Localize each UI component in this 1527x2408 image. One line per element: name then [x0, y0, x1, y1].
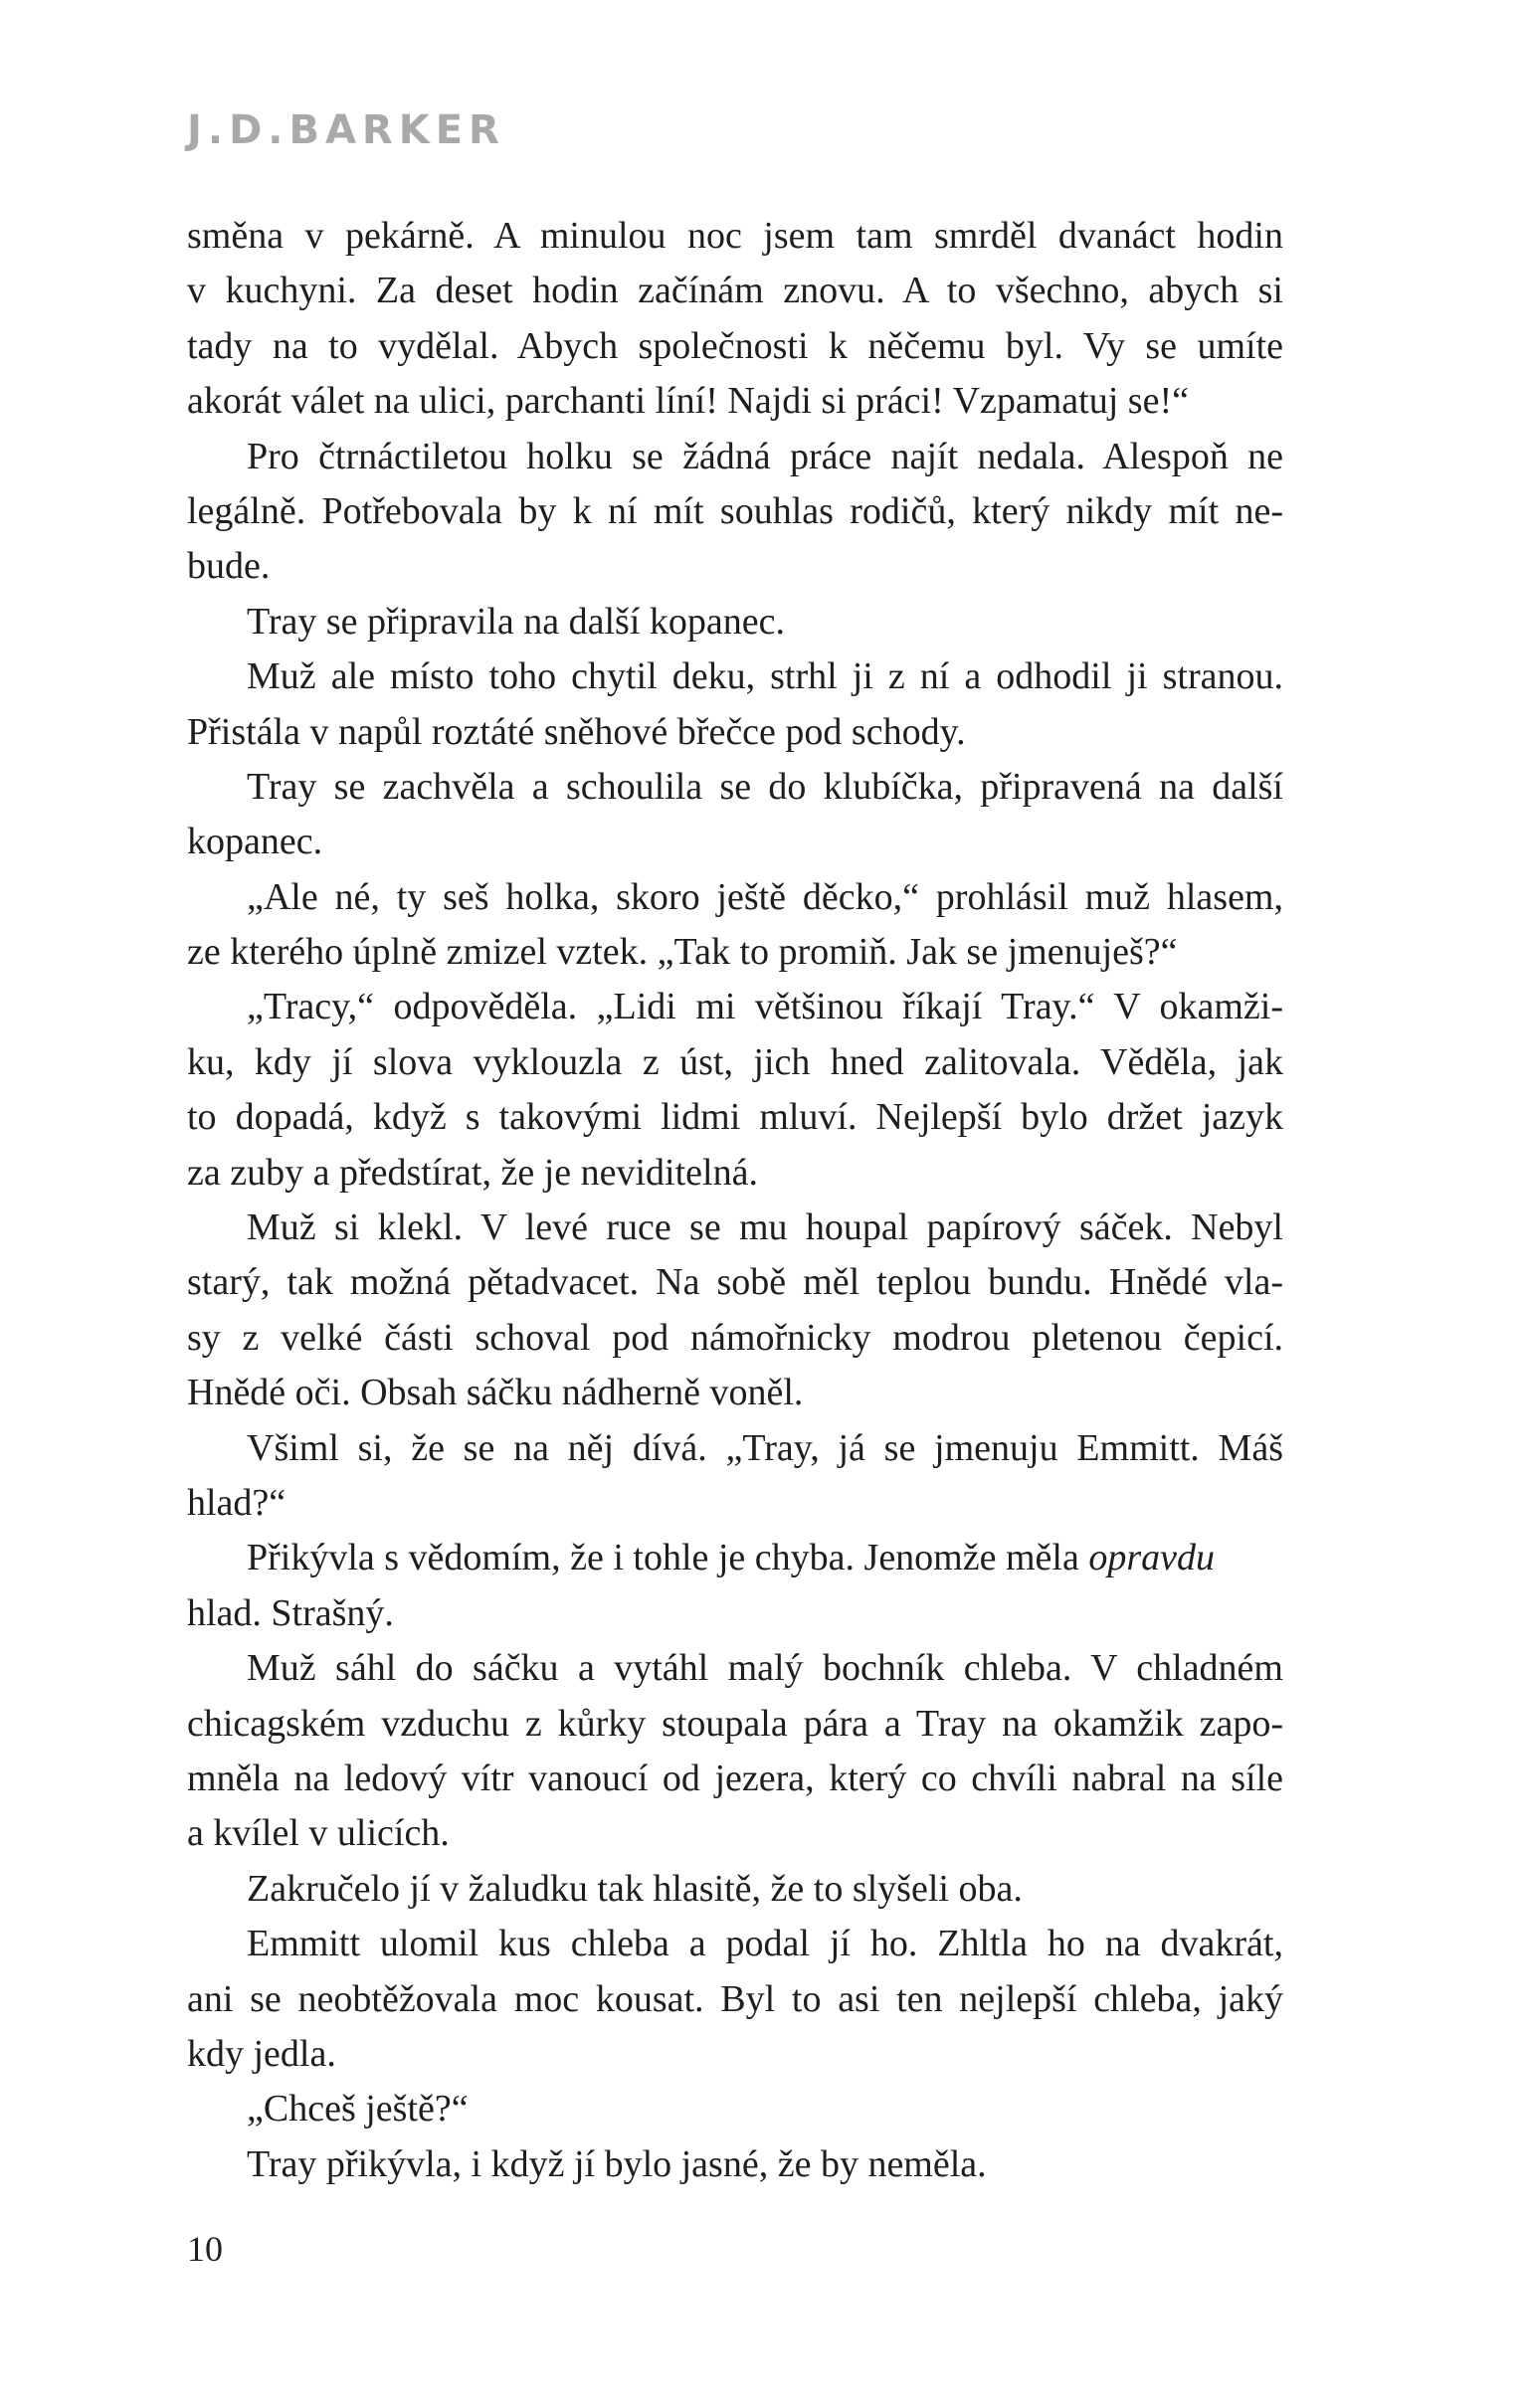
text-line: tady na to vydělal. Abych společnosti k něčemu byl. Vy se umíte: [187, 324, 1283, 367]
text-line: ani se neobtěžovala moc kousat. Byl to asi ten nejlepší chleba, jaký: [187, 1977, 1283, 2020]
page-number: 10: [187, 2229, 223, 2269]
text-line: ku, kdy jí slova vyklouzla z úst, jich hned zalitovala. Věděla, jak: [187, 1040, 1283, 1083]
text-line: Všiml si, že se na něj dívá. „Tray, já se jmenuju Emmitt. Máš: [247, 1426, 1283, 1469]
text-line: legálně. Potřebovala by k ní mít souhlas rodičů, který nikdy mít ne-: [187, 489, 1283, 532]
text-line: Tray se zachvěla a schoulila se do klubíčka, připravená na další: [247, 765, 1283, 808]
text-line: za zuby a předstírat, že je neviditelná.: [187, 1151, 758, 1194]
text-line: kopanec.: [187, 821, 323, 863]
text-line: mněla na ledový vítr vanoucí od jezera, který co chvíli nabral na síle: [187, 1757, 1283, 1799]
text-line: starý, tak možná pětadvacet. Na sobě měl teplou bundu. Hnědé vla-: [187, 1261, 1283, 1304]
text-line: ze kterého úplně zmizel vztek. „Tak to promiň. Jak se jmenuješ?“: [187, 931, 1178, 974]
text-line: a kvílel v ulicích.: [187, 1812, 450, 1855]
text-line: hlad?“: [187, 1481, 286, 1524]
text-line: chicagském vzduchu z kůrky stoupala pára a Tray na okamžik zapo-: [187, 1702, 1283, 1745]
text-line: hlad. Strašný.: [187, 1591, 394, 1634]
text-line: kdy jedla.: [187, 2032, 336, 2075]
text-line: Pro čtrnáctiletou holku se žádná práce najít nedala. Alespoň ne: [247, 435, 1283, 477]
text-line: Muž sáhl do sáčku a vytáhl malý bochník chleba. V chladném: [247, 1647, 1283, 1690]
text-line: akorát válet na ulici, parchanti líní! Najdi si práci! Vzpamatuj se!“: [187, 380, 1189, 423]
text-line: Emmitt ulomil kus chleba a podal jí ho. Zhltla ho na dvakrát,: [247, 1923, 1283, 1965]
text-segment: Přikývla s vědomím, že i tohle je chyba. Jenomže měla: [247, 1537, 1089, 1579]
text-line: směna v pekárně. A minulou noc jsem tam smrděl dvanáct hodin: [187, 215, 1283, 257]
text-line: „Chceš ještě?“: [247, 2088, 469, 2130]
text-line: Muž ale místo toho chytil deku, strhl ji z ní a odhodil ji stranou.: [247, 655, 1283, 698]
text-line: „Ale né, ty seš holka, skoro ještě děcko,“ prohlásil muž hlasem,: [247, 875, 1283, 918]
text-line: Muž si klekl. V levé ruce se mu houpal papírový sáček. Nebyl: [247, 1206, 1283, 1249]
text-line: Zakručelo jí v žaludku tak hlasitě, že to slyšeli oba.: [247, 1867, 1023, 1910]
text-line: bude.: [187, 545, 271, 588]
body-text: [187, 209, 1283, 2192]
text-line: Přistála v napůl roztáté sněhové břečce pod schody.: [187, 710, 966, 753]
text-line: Tray se připravila na další kopanec.: [247, 600, 785, 643]
emphasis-word: opravdu: [1088, 1537, 1215, 1579]
text-line: [187, 1531, 1283, 1585]
text-line: to dopadá, když s takovými lidmi mluví. Nejlepší bylo držet jazyk: [187, 1096, 1283, 1139]
text-line: „Tracy,“ odpověděla. „Lidi mi většinou říkají Tray.“ V okamži-: [247, 986, 1283, 1028]
running-head-author: J.D.BARKER: [187, 107, 505, 153]
text-line: Hnědé oči. Obsah sáčku nádherně voněl.: [187, 1372, 804, 1414]
text-line: Tray přikývla, i když jí bylo jasné, že by neměla.: [247, 2142, 987, 2185]
text-line: sy z velké části schoval pod námořnicky modrou pletenou čepicí.: [187, 1316, 1283, 1359]
text-line: v kuchyni. Za deset hodin začínám znovu. A to všechno, abych si: [187, 270, 1283, 312]
